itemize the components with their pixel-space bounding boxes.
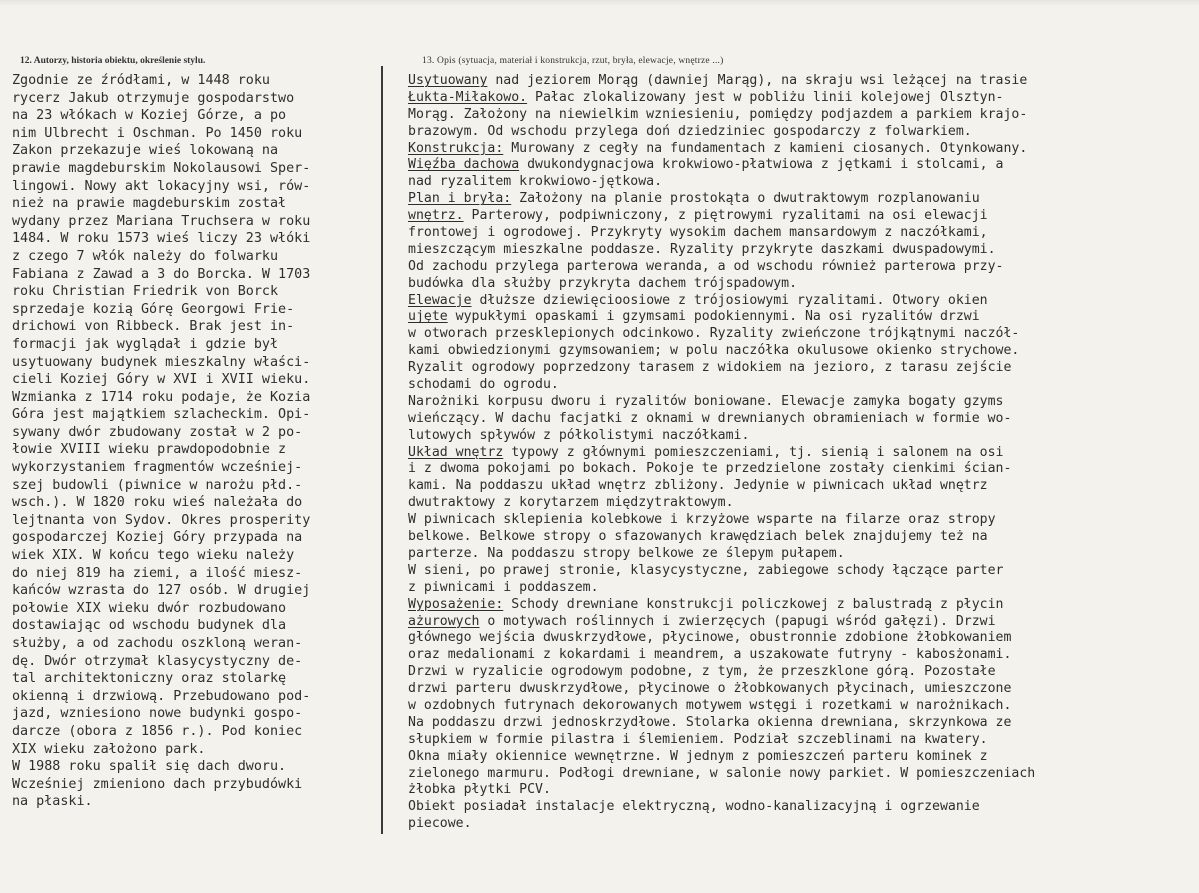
- description-text-line: [408, 597, 1198, 614]
- description-text-column: [408, 73, 1198, 833]
- history-text-line: na płaski.: [12, 794, 93, 810]
- description-text: parterze. Na poddaszu stropy belkowe ze ślepym pułapem.: [408, 545, 845, 561]
- description-text-line: [408, 732, 1198, 749]
- description-text: Ryzalit ogrodowy poprzedzony tarasem z widokiem na jezioro, z tarasu zejście: [408, 360, 1012, 376]
- description-text-line: [408, 377, 1198, 394]
- description-text-line: [408, 360, 1198, 377]
- description-text: wieńczący. W dachu facjatki z oknami w drewnianych obramieniach w formie wo-: [408, 410, 1012, 426]
- history-text-line: prawie magdeburskim Nokolausowi Sper-: [12, 160, 311, 176]
- history-text-line: Wcześniej zmieniono dach przybudówki: [12, 776, 303, 792]
- history-text-line: cieli Koziej Góry w XVI i XVII wieku.: [12, 372, 311, 388]
- description-text: słupkiem w formie pilastra i ślemieniem. Podział szczeblinami na kwatery.: [408, 731, 988, 747]
- description-text-line: [408, 157, 1198, 174]
- underlined-keyword: Plan i bryła:: [408, 191, 512, 207]
- description-text-line: [408, 715, 1198, 732]
- page-top-edge: [0, 0, 1199, 6]
- description-text: W piwnicach sklepienia kolebkowe i krzyżowe wsparte na filarze oraz stropy: [408, 512, 996, 528]
- description-text: o motywach roślinnych i zwierzęcych (papugi wśród gałęzi). Drzwi: [479, 613, 996, 629]
- history-text-line: okienną i drzwiową. Przebudowano pod-: [12, 688, 311, 704]
- history-text-line: Fabiana z Zawad a 3 do Borcka. W 1703: [12, 266, 311, 282]
- description-text-line: [408, 225, 1198, 242]
- history-text-line: sywany dwór zbudowany został w 2 po-: [12, 424, 303, 440]
- description-text-line: [408, 799, 1198, 816]
- description-text: budówka dla służby przykryta dachem trójspadowym.: [408, 275, 798, 291]
- description-text-line: [408, 749, 1198, 766]
- history-text-line: wydany przez Mariana Truchsera w roku: [12, 213, 311, 229]
- description-text: oraz medalionami z kokardami i meandrem, a uszakowate futryny - kabosżonami.: [408, 647, 1012, 663]
- underlined-keyword: Usytuowany: [408, 73, 488, 88]
- history-text-line: sprzedaje kozią Górę Georgowi Frie-: [12, 301, 295, 317]
- description-text: nad jeziorem Morąg (dawniej Marąg), na skraju wsi leżącej na trasie: [487, 73, 1028, 88]
- description-text: Narożniki korpusu dworu i ryzalitów boniowane. Elewacje zamyka bogaty gzyms: [408, 393, 1004, 409]
- description-text: mieszczącym mieszkalne poddasze. Ryzality przykryte daszkami dwuspadowymi.: [408, 241, 996, 257]
- description-text: głównego wejścia dwuskrzydłowe, płycinowe, obustronnie zdobione żłobkowaniem: [408, 630, 1012, 646]
- description-text-line: [408, 495, 1198, 512]
- history-text-line: wsch.). W 1820 roku wieś należała do: [12, 495, 303, 511]
- description-text: lutowych spływów z półkolistymi naczółkami.: [408, 427, 750, 443]
- history-text-line: Zgodnie ze źródłami, w 1448 roku: [12, 73, 270, 88]
- description-text-line: [408, 529, 1198, 546]
- description-text-line: [408, 394, 1198, 411]
- underlined-keyword: Więźba dachowa: [408, 157, 520, 173]
- history-text-line: dostawiając od wschodu budynek dla: [12, 618, 287, 634]
- column-divider: [381, 66, 383, 834]
- history-text-line: usytuowany budynek mieszkalny właści-: [12, 354, 311, 370]
- description-text: Od zachodu przylega parterowa weranda, a od wschodu również parterowa przy-: [408, 258, 1004, 274]
- history-text-line: wykorzystaniem fragmentów wcześniej-: [12, 460, 303, 476]
- description-text: Murowany z cegły na fundamentach z kamieni ciosanych. Otynkowany.: [503, 140, 1028, 156]
- description-text: belkowe. Belkowe stropy o sfazowanych krawędziach belek znajdujemy też na: [408, 529, 988, 545]
- description-text: Obiekt posiadał instalacje elektryczną, wodno-kanalizacyjną i ogrzewanie: [408, 799, 980, 815]
- description-text-line: [408, 141, 1198, 158]
- description-text-line: [408, 242, 1198, 259]
- description-text-line: [408, 681, 1198, 698]
- description-text-line: [408, 512, 1198, 529]
- description-text: wypukłymi opaskami i gzymsami podokiennymi. Na osi ryzalitów drzwi: [447, 309, 980, 325]
- description-text-line: [408, 259, 1198, 276]
- description-text-line: [408, 445, 1198, 462]
- history-text-line: 1484. W roku 1573 wieś liczy 23 włóki: [12, 231, 311, 247]
- description-text-line: [408, 276, 1198, 293]
- underlined-keyword: Elewacje: [408, 292, 472, 308]
- history-text-line: formacji jak wyglądał i gdzie był: [12, 336, 279, 352]
- description-text-line: [408, 293, 1198, 310]
- description-text: brazowym. Od wschodu przylega doń dziedziniec gospodarczy z folwarkiem.: [408, 123, 972, 139]
- description-text-line: [408, 563, 1198, 580]
- description-text-line: [408, 580, 1198, 597]
- description-text-line: [408, 343, 1198, 360]
- description-text-line: [408, 326, 1198, 343]
- description-text: schodami do ogrodu.: [408, 377, 559, 393]
- history-text-line: W 1988 roku spalił się dach dworu.: [12, 759, 287, 775]
- underlined-keyword: Wyposażenie:: [408, 596, 504, 612]
- description-text: kami obwiedzionymi gzymsowaniem; w polu naczółka okulusowe okienko strychowe.: [408, 343, 1020, 359]
- history-text-line: XIX wieku założono park.: [12, 741, 206, 757]
- underlined-keyword: Układ wnętrz: [408, 444, 504, 460]
- history-text-line: drichowi von Ribbeck. Brak jest in-: [12, 319, 295, 335]
- description-text-line: [408, 461, 1198, 478]
- history-text-line: łowie XVIII wieku prawdopodobnie z: [12, 442, 287, 458]
- history-text-line: rycerz Jakub otrzymuje gospodarstwo: [12, 90, 295, 106]
- description-text-line: [408, 124, 1198, 141]
- description-text-line: [408, 428, 1198, 445]
- description-text-line: [408, 73, 1198, 90]
- history-text-line: kańców wzrasta do 127 osób. W drugiej: [12, 583, 311, 599]
- description-text-line: [408, 630, 1198, 647]
- history-text-line: nim Ulbrecht i Oschman. Po 1450 roku: [12, 125, 303, 141]
- description-text: Okna miały okiennice wewnętrzne. W jednym z pomieszczeń parteru kominek z: [408, 748, 988, 764]
- description-text-line: [408, 614, 1198, 631]
- description-text: dwukondygnacjowa krokwiowo-płatwiowa z jętkami i stolcami, a: [519, 157, 1004, 173]
- description-text-line: [408, 546, 1198, 563]
- description-text-line: [408, 107, 1198, 124]
- history-text-line: służby, a od zachodu oszkloną weran-: [12, 636, 303, 651]
- description-text-line: [408, 698, 1198, 715]
- description-text-line: [408, 647, 1198, 664]
- description-text: w ozdobnych futrynach dekorowanych motywem wstęgi i rozetkami w narożnikach.: [408, 697, 1012, 713]
- description-text: zielonego marmuru. Podłogi drewniane, w salonie nowy parkiet. W pomieszczeniach: [408, 765, 1036, 781]
- description-text: Założony na planie prostokąta o dwutraktowym rozplanowaniu: [511, 191, 980, 207]
- underlined-keyword: Konstrukcja:: [408, 140, 504, 156]
- description-text-line: [408, 411, 1198, 428]
- section-13-heading: 13. Opis (sytuacja, materiał i konstrukcja, rzut, bryła, elewacje, wnętrze ...): [422, 56, 724, 66]
- history-text-line: Wzmianka z 1714 roku podaje, że Kozia: [12, 389, 311, 405]
- description-text-line: [408, 782, 1198, 799]
- history-text-line: lingowi. Nowy akt lokacyjny wsi, rów-: [12, 178, 311, 194]
- history-text-line: Góra jest majątkiem szlacheckim. Opi-: [12, 407, 311, 423]
- description-text: i z dwoma pokojami po bokach. Pokoje te przedzielone zostały cienkimi ścian-: [408, 461, 1012, 477]
- history-text-line: z czego 7 włók należy do folwarku: [12, 248, 279, 264]
- description-text-line: [408, 309, 1198, 326]
- underlined-keyword: wnętrz.: [408, 208, 464, 224]
- description-text: piecowe.: [408, 816, 472, 832]
- description-text: Drzwi w ryzalicie ogrodowym podobne, z tym, że przeszklone górą. Pozostałe: [408, 664, 996, 680]
- description-text-line: [408, 766, 1198, 783]
- description-text: Pałac zlokalizowany jest w pobliżu linii kolejowej Olsztyn-: [527, 89, 1004, 105]
- history-text-line: na 23 włókach w Koziej Górze, a po: [12, 108, 287, 124]
- history-text-line: roku Christian Friedrik von Borck: [12, 284, 279, 300]
- history-text-column: [12, 72, 374, 811]
- history-text-line: nież na prawie magdeburskim został: [12, 196, 287, 212]
- description-text: dwutraktowy z korytarzem międzytraktowym.: [408, 495, 734, 511]
- description-text-line: [408, 478, 1198, 495]
- description-text: drzwi parteru dwuskrzydłowe, płycinowe o żłobkowanych płycinach, umieszczone: [408, 681, 1012, 697]
- history-text-line: do niej 819 ha ziemi, a ilość miesz-: [12, 565, 303, 581]
- description-text: Parterowy, podpiwniczony, z piętrowymi ryzalitami na osi elewacji: [463, 208, 988, 224]
- description-text: Morąg. Założony na niewielkim wzniesieniu, pomiędzy podjazdem a parkiem krajo-: [408, 106, 1028, 122]
- description-text-line: [408, 174, 1198, 191]
- history-text-line: tal architektoniczny oraz stolarkę: [12, 671, 287, 687]
- description-text-line: [408, 208, 1198, 225]
- history-text-line: szej budowli (piwnice w narożu płd.-: [12, 477, 303, 493]
- description-text: Na poddaszu drzwi jednoskrzydłowe. Stolarka okienna drewniana, skrzynkowa ze: [408, 714, 1012, 730]
- description-text-line: [408, 191, 1198, 208]
- description-text: frontowej i ogrodowej. Przykryty wysokim dachem mansardowym z naczółkami,: [408, 225, 988, 241]
- description-text: dłuższe dziewięcioosiowe z trójosiowymi ryzalitami. Otwory okien: [471, 292, 988, 308]
- description-text: nad ryzalitem krokwiowo-jętkowa.: [408, 174, 663, 190]
- history-text-line: połowie XIX wieku dwór rozbudowano: [12, 600, 287, 616]
- underlined-keyword: ażurowych: [408, 613, 480, 629]
- history-text-line: lejtnanta von Sydov. Okres prosperity: [12, 512, 311, 528]
- description-text: w otworach przesklepionych odcinkowo. Ryzality zwieńczone trójkątnymi naczół-: [408, 326, 1020, 342]
- description-text: z piwnicami i poddaszem.: [408, 579, 599, 595]
- history-text-line: jazd, wzniesiono nowe budynki gospo-: [12, 706, 303, 722]
- history-text-line: wiek XIX. W końcu tego wieku należy: [12, 548, 295, 564]
- description-text-line: [408, 664, 1198, 681]
- section-12-heading: 12. Autorzy, historia obiektu, określenie stylu.: [20, 56, 206, 66]
- history-text-line: gospodarczej Koziej Góry przypada na: [12, 530, 303, 546]
- description-text: typowy z głównymi pomieszczeniami, tj. sienią i salonem na osi: [503, 444, 1004, 460]
- description-text: W sieni, po prawej stronie, klasycystyczne, zabiegowe schody łączące parter: [408, 562, 1004, 578]
- history-text-line: Zakon przekazuje wieś lokowaną na: [12, 143, 279, 159]
- description-text: Schody drewniane konstrukcji policzkowej z balustradą z płycin: [503, 596, 1004, 612]
- description-text-line: [408, 816, 1198, 833]
- history-text-line: darcze (obora z 1856 r.). Pod koniec: [12, 723, 303, 739]
- underlined-keyword: ujęte: [408, 309, 448, 325]
- description-text: żłobka płytki PCV.: [408, 782, 551, 798]
- history-text-line: dę. Dwór otrzymał klasycystyczny de-: [12, 653, 303, 669]
- description-text: kami. Na poddaszu układ wnętrz zbliżony. Jedynie w piwnicach układ wnętrz: [408, 478, 988, 494]
- underlined-keyword: Łukta-Miłakowo.: [408, 89, 528, 105]
- description-text-line: [408, 90, 1198, 107]
